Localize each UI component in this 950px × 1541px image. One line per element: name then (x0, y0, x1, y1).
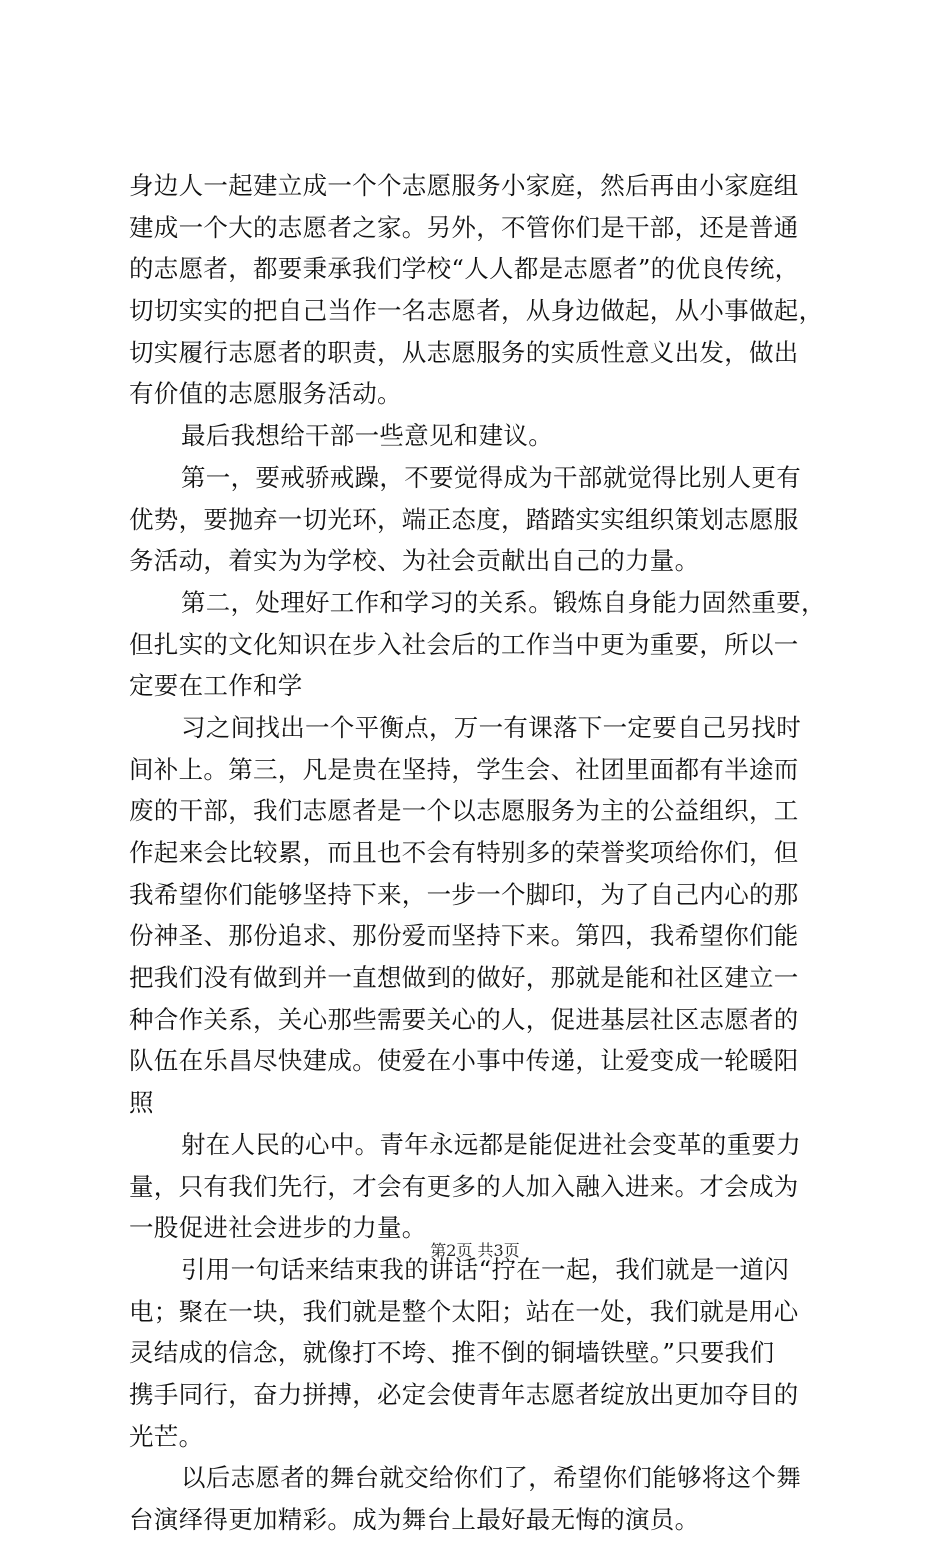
text-line: 切实履行志愿者的职责，从志愿服务的实质性意义出发，做出 (129, 337, 799, 367)
text-line: 身边人一起建立成一个个志愿服务小家庭，然后再由小家庭组 (129, 171, 799, 200)
text-line: 切切实实的把自己当作一名志愿者，从身边做起，从小事做起， (129, 296, 824, 326)
text-line: 一股促进社会进步的力量。 (129, 1213, 427, 1243)
document-body (129, 165, 829, 1541)
text-line: 定要在工作和学 (129, 671, 303, 701)
text-line: 但扎实的文化知识在步入社会后的工作当中更为重要，所以一 (129, 629, 799, 659)
text-line: 电；聚在一块，我们就是整个太阳；站在一处，我们就是用心 (129, 1296, 799, 1326)
text-line: 射在人民的心中。青年永远都是能促进社会变革的重要力 (181, 1129, 801, 1159)
text-line: 习之间找出一个平衡点，万一有课落下一定要自己另找时 (181, 712, 801, 742)
text-line: 间补上。第三，凡是贵在坚持，学生会、社团里面都有半途而 (129, 754, 799, 784)
text-line: 以后志愿者的舞台就交给你们了，希望你们能够将这个舞 (181, 1463, 801, 1493)
text-line: 有价值的志愿服务活动。 (129, 379, 402, 409)
text-line: 量，只有我们先行，才会有更多的人加入融入进来。才会成为 (129, 1171, 799, 1201)
text-line: 光芒。 (129, 1421, 204, 1451)
text-line: 台演绎得更加精彩。成为舞台上最好最无悔的演员。 (129, 1505, 700, 1534)
text-line: 种合作关系，关心那些需要关心的人，促进基层社区志愿者的 (129, 1004, 799, 1034)
text-line: 引用一句话来结束我的讲话“拧在一起，我们就是一道闪 (181, 1254, 790, 1284)
text-line: 第二，处理好工作和学习的关系。锻炼自身能力固然重要， (181, 587, 826, 617)
text-line: 作起来会比较累，而且也不会有特别多的荣誉奖项给你们，但 (129, 838, 799, 867)
text-line: 份神圣、那份追求、那份爱而坚持下来。第四，我希望你们能 (129, 921, 799, 951)
text-line: 队伍在乐昌尽快建成。使爱在小事中传递，让爱变成一轮暖阳 (129, 1046, 799, 1076)
text-line: 把我们没有做到并一直想做到的做好，那就是能和社区建立一 (129, 963, 799, 993)
text-line: 照 (129, 1088, 154, 1118)
text-line: 我希望你们能够坚持下来，一步一个脚印，为了自己内心的那 (129, 879, 799, 909)
text-line: 最后我想给干部一些意见和建议。 (181, 421, 553, 451)
text-line: 废的干部，我们志愿者是一个以志愿服务为主的公益组织，工 (129, 796, 799, 826)
page-number-footer: 第2页 共3页 (430, 1241, 520, 1260)
text-line: 优势，要抛弃一切光环，端正态度，踏踏实实组织策划志愿服 (129, 504, 799, 534)
text-line: 建成一个大的志愿者之家。另外，不管你们是干部，还是普通 (129, 212, 799, 242)
text-line: 的志愿者，都要秉承我们学校“人人都是志愿者”的优良传统， (129, 254, 800, 284)
text-line: 务活动，着实为为学校、为社会贡献出自己的力量。 (129, 546, 700, 576)
text-line: 携手同行，奋力拼搏，必定会使青年志愿者绽放出更加夺目的 (129, 1379, 799, 1409)
text-line: 灵结成的信念，就像打不垮、推不倒的铜墙铁壁。”只要我们 (129, 1338, 775, 1368)
text-line: 第一，要戒骄戒躁，不要觉得成为干部就觉得比别人更有 (181, 462, 801, 492)
